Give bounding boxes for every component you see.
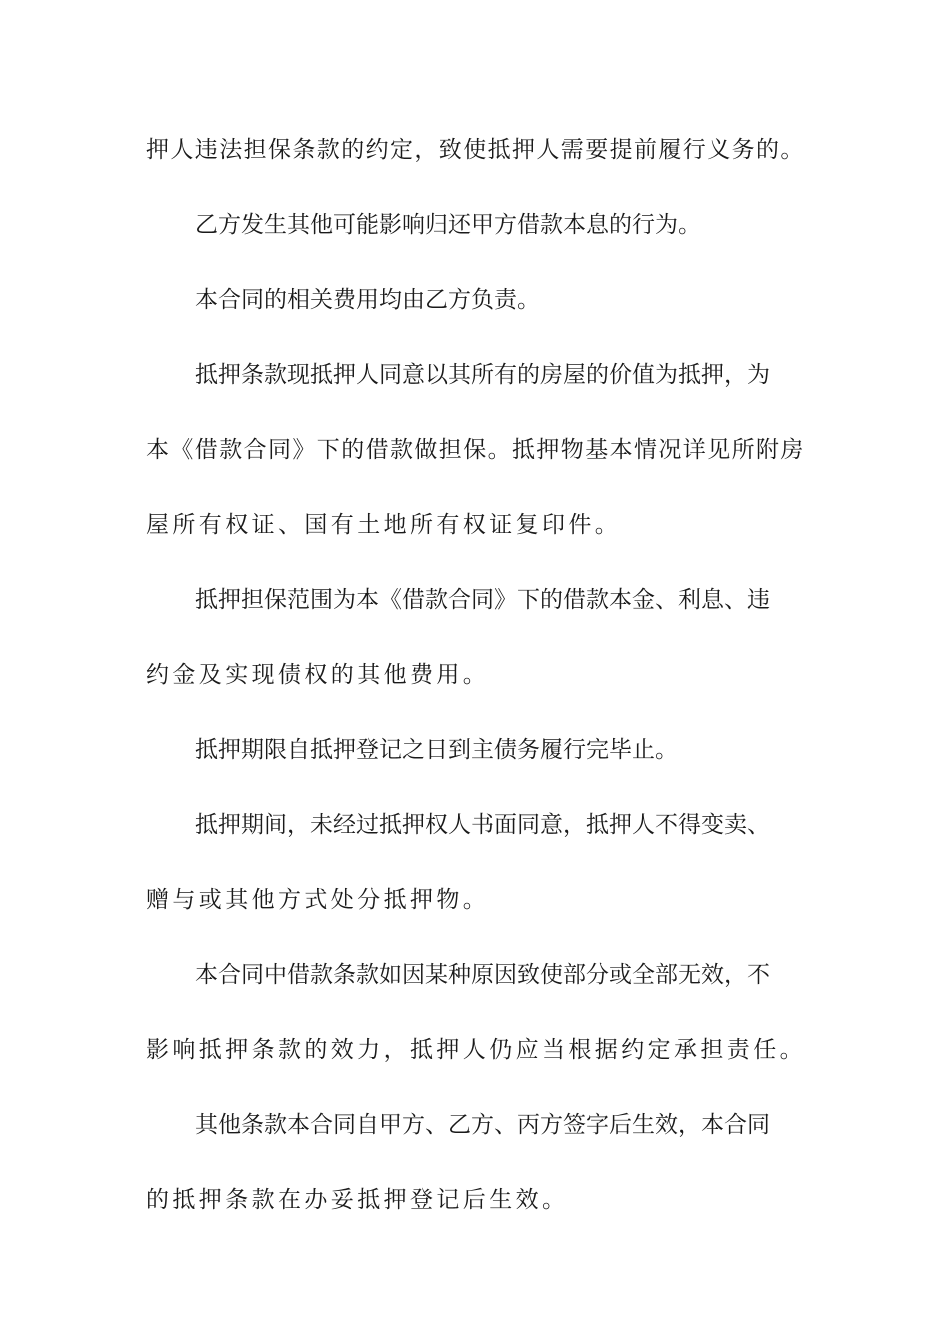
text-line-11: 赠与或其他方式处分抵押物。 xyxy=(146,887,490,913)
text-line-5: 本《借款合同》下的借款做担保。抵押物基本情况详见所附房 xyxy=(146,437,805,463)
text-line-14: 其他条款本合同自甲方、乙方、丙方签字后生效，本合同 xyxy=(195,1112,770,1138)
text-line-1: 押人违法担保条款的约定，致使抵押人需要提前履行义务的。 xyxy=(146,137,805,163)
text-line-7: 抵押担保范围为本《借款合同》下的借款本金、利息、违 xyxy=(195,587,770,613)
text-line-10: 抵押期间，未经过抵押权人书面同意，抵押人不得变卖、 xyxy=(195,812,770,838)
text-line-4: 抵押条款现抵押人同意以其所有的房屋的价值为抵押，为 xyxy=(195,362,770,388)
text-line-6: 屋所有权证、国有土地所有权证复印件。 xyxy=(146,512,622,538)
text-line-12: 本合同中借款条款如因某种原因致使部分或全部无效，不 xyxy=(195,962,770,988)
text-line-15: 的抵押条款在办妥抵押登记后生效。 xyxy=(146,1187,569,1213)
text-line-8: 约金及实现债权的其他费用。 xyxy=(146,662,490,688)
text-line-2: 乙方发生其他可能影响归还甲方借款本息的行为。 xyxy=(195,212,701,238)
text-line-9: 抵押期限自抵押登记之日到主债务履行完毕止。 xyxy=(195,737,678,763)
text-line-13: 影响抵押条款的效力，抵押人仍应当根据约定承担责任。 xyxy=(146,1037,806,1063)
text-line-3: 本合同的相关费用均由乙方负责。 xyxy=(195,287,540,313)
